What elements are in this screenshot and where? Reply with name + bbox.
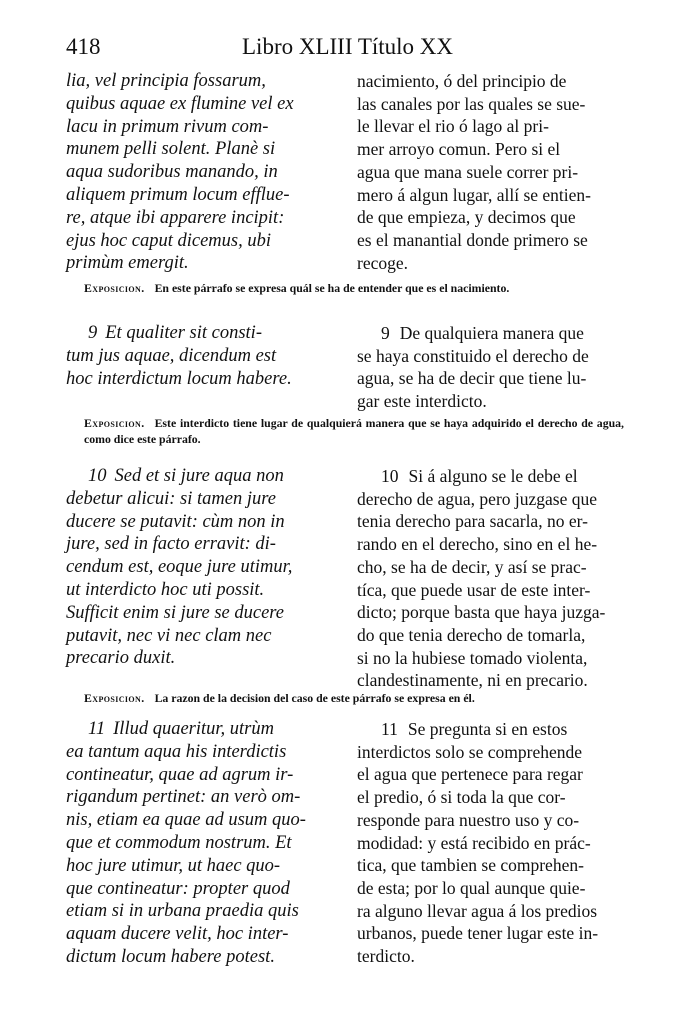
- exposicion-label: Exposicion.: [84, 691, 145, 705]
- latin-line: 9 Et qualiter sit consti-: [88, 323, 262, 343]
- paragraph-number: 9: [88, 323, 98, 343]
- spanish-line: 10 Si á alguno se le debe el: [381, 466, 578, 486]
- page-number: 418: [66, 34, 101, 59]
- spanish-line: si no la hubiese tomado violenta,: [357, 647, 588, 668]
- spanish-line: las canales por las quales se sue-: [357, 93, 586, 114]
- latin-line: etiam si in urbana praedia quis: [66, 901, 299, 922]
- spanish-line: 9 De qualquiera manera que: [381, 323, 584, 343]
- latin-line: aliquem primum locum efflue-: [66, 184, 290, 205]
- spanish-line: recoge.: [357, 252, 409, 273]
- latin-line: hoc interdictum locum habere.: [66, 368, 292, 389]
- spanish-line: 11 Se pregunta si en estos: [381, 719, 568, 739]
- spanish-line: rando en el derecho, sino en el he-: [357, 534, 598, 555]
- latin-line: precario duxit.: [66, 648, 176, 669]
- latin-line: ea tantum aqua his interdictis: [66, 741, 287, 762]
- exposicion-text: En este párrafo se expresa quál se ha de entender que es el nacimiento.: [154, 281, 510, 295]
- latin-line: munem pelli solent. Planè si: [66, 139, 276, 160]
- spanish-line: responde para nuestro uso y co-: [357, 809, 580, 830]
- spanish-line: modidad: y está recibido en prác-: [357, 832, 591, 853]
- latin-line: re, atque ibi apparere incipit:: [66, 207, 285, 228]
- latin-line: que contineatur: propter quod: [66, 878, 290, 899]
- spanish-line: gar este interdicto.: [357, 391, 487, 412]
- latin-line: ejus hoc caput dicemus, ubi: [66, 230, 271, 251]
- exposicion-text: Este interdicto tiene lugar de qualquierá manera que se haya adquirido el derecho de agua, como dice este párrafo.: [84, 416, 624, 446]
- spanish-line: clandestinamente, ni en precario.: [357, 670, 588, 691]
- spanish-line: urbanos, puede tener lugar este in-: [357, 923, 599, 944]
- spanish-line: ra alguno llevar agua á los predios: [357, 900, 598, 921]
- latin-line: hoc jure utimur, ut haec quo-: [66, 855, 281, 876]
- spanish-line: agua que mana suele correr pri-: [357, 161, 579, 182]
- spanish-line: se haya constituido el derecho de: [357, 345, 589, 366]
- latin-line: ducere se putavit: cùm non in: [66, 511, 285, 532]
- paragraph-number: 11: [88, 719, 106, 739]
- exposicion-note: [84, 416, 624, 447]
- spanish-line: es el manantial donde primero se: [357, 229, 588, 250]
- latin-line: 11 Illud quaeritur, utrùm: [88, 719, 274, 739]
- paragraph-number: 10: [381, 466, 399, 486]
- latin-line: Sufficit enim si jure se ducere: [66, 602, 285, 623]
- latin-line: dictum locum habere potest.: [66, 946, 275, 967]
- latin-line: nis, etiam ea quae ad usum quo-: [66, 810, 306, 831]
- spanish-line: dicto; porque basta que haya juzga-: [357, 602, 606, 623]
- latin-line: lacu in primum rivum com-: [66, 116, 269, 137]
- latin-line: aqua sudoribus manando, in: [66, 162, 278, 183]
- latin-line: jure, sed in facto erravit: di-: [66, 534, 276, 555]
- spanish-line: de que empieza, y decimos que: [357, 207, 576, 228]
- paragraph-number: 10: [88, 466, 107, 486]
- spanish-line: mero á algun lugar, allí se entien-: [357, 184, 592, 205]
- exposicion-text: La razon de la decision del caso de este párrafo se expresa en él.: [154, 691, 475, 705]
- spanish-column-block1: [357, 70, 625, 274]
- paragraph-number: 11: [381, 719, 398, 739]
- spanish-line: derecho de agua, pero juzgase que: [357, 488, 598, 509]
- latin-column-block2: [66, 322, 340, 390]
- exposicion-note: [84, 281, 624, 297]
- latin-column-block4: [66, 718, 340, 969]
- exposicion-label: Exposicion.: [84, 281, 145, 295]
- latin-line: contineatur, quae ad agrum ir-: [66, 764, 294, 785]
- latin-line: primùm emergit.: [66, 253, 189, 274]
- latin-line: rigandum pertinet: an verò om-: [66, 787, 301, 808]
- latin-line: cendum est, eoque jure utimur,: [66, 557, 293, 578]
- exposicion-label: Exposicion.: [84, 416, 145, 430]
- spanish-line: tíca, que puede usar de este inter-: [357, 579, 591, 600]
- spanish-line: do que tenia derecho de tomarla,: [357, 624, 586, 645]
- spanish-line: de esta; por lo qual aunque quie-: [357, 877, 586, 898]
- paragraph-number: 9: [381, 323, 390, 343]
- latin-line: debetur alicui: si tamen jure: [66, 488, 276, 509]
- page-header: [66, 34, 626, 62]
- latin-line: quibus aquae ex flumine vel ex: [66, 93, 294, 114]
- latin-line: tum jus aquae, dicendum est: [66, 345, 277, 366]
- spanish-line: interdictos solo se comprehende: [357, 741, 583, 762]
- spanish-line: el predio, ó si toda la que cor-: [357, 787, 566, 808]
- latin-line: lia, vel principia fossarum,: [66, 71, 266, 91]
- latin-column-block1: [66, 70, 340, 275]
- page-title: Libro XLIII Título XX: [242, 34, 454, 59]
- latin-line: que et commodum nostrum. Et: [66, 832, 292, 853]
- spanish-line: nacimiento, ó del principio de: [357, 71, 567, 91]
- spanish-line: cho, se ha de decir, y así se prac-: [357, 556, 587, 577]
- spanish-line: agua, se ha de decir que tiene lu-: [357, 368, 587, 389]
- spanish-column-block4: [357, 718, 625, 968]
- spanish-column-block2: [357, 322, 625, 413]
- spanish-column-block3: [357, 465, 625, 692]
- latin-line: putavit, nec vi nec clam nec: [66, 625, 272, 646]
- exposicion-note: [84, 691, 624, 707]
- spanish-line: terdicto.: [357, 946, 415, 967]
- spanish-line: tenia derecho para sacarla, no er-: [357, 511, 588, 532]
- latin-line: aquam ducere velit, hoc inter-: [66, 924, 289, 945]
- latin-column-block3: [66, 465, 340, 670]
- spanish-line: mer arroyo comun. Pero si el: [357, 139, 561, 160]
- spanish-line: le llevar el rio ó lago al pri-: [357, 116, 549, 137]
- latin-line: ut interdicto hoc uti possit.: [66, 579, 265, 600]
- latin-line: 10 Sed et si jure aqua non: [88, 466, 284, 486]
- spanish-line: tica, que tambien se comprehen-: [357, 855, 584, 876]
- spanish-line: el agua que pertenece para regar: [357, 764, 583, 785]
